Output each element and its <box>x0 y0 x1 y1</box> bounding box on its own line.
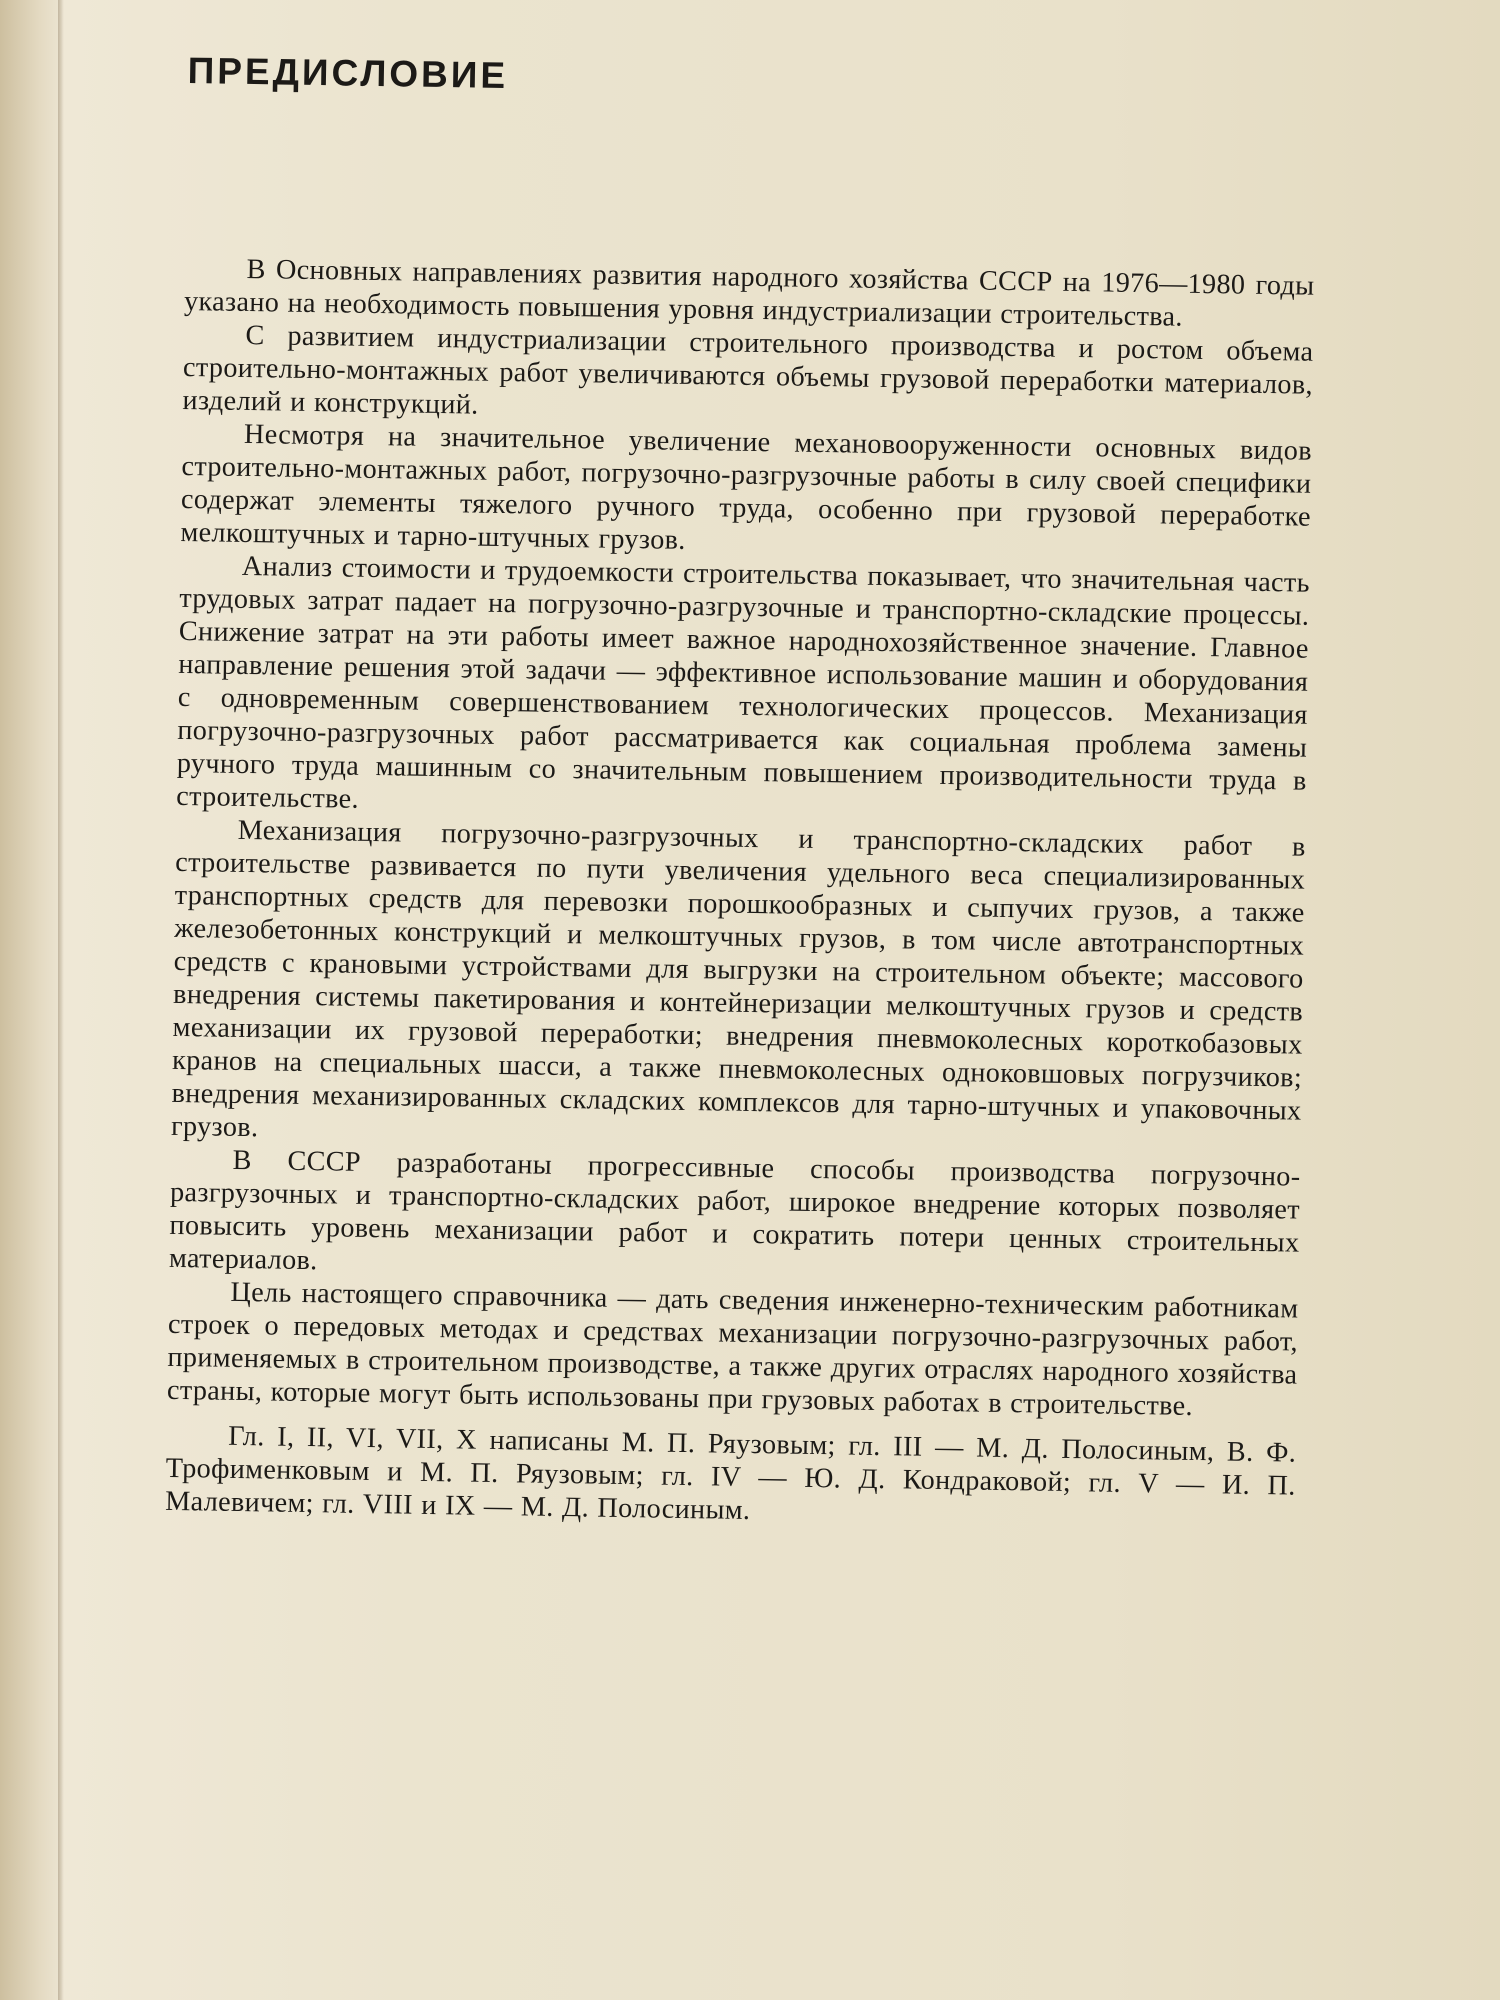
paragraph-2: С развитием индустриализации строительного производства и ростом объема строительно-монтажных работ увеличиваются объемы грузовой переработки материалов, изделий и конструкций. <box>182 319 1314 421</box>
left-page-edge <box>0 0 62 2000</box>
book-page <box>158 52 1347 1950</box>
paragraph-1: В Основных направлениях развития народного хозяйства СССР на 1976—1980 годы указано на необходимость повышения уровня индустриализации строительства. <box>183 253 1315 333</box>
paragraph-7: Цель настоящего справочника — дать сведения инженерно-техническим работникам строек о передовых методах и средствах механизации погрузочно-разгрузочных работ, применяемых в строительном производстве, а также других отраслях народного хозяйства страны, которые могут быть использованы при грузовых работах в строительстве. <box>166 1276 1299 1422</box>
paragraph-3: Несмотря на значительное увеличение механовооруженности основных видов строительно-монтажных работ, погрузочно-разгрузочные работы в силу своей специфики содержат элементы тяжелого ручного труда, особенно при грузовой переработке мелкоштучных и тарно-штучных грузов. <box>180 418 1313 556</box>
authors-credits: Гл. I, II, VI, VII, X написаны М. П. Ряузовым; гл. III — М. Д. Полосиным, В. Ф. Трофименковым и М. П. Ряузовым; гл. IV — Ю. Д. Кондраковой; гл. V — И. П. Малевичем; гл. VIII и IX — М. Д. Полосиным. <box>164 1420 1297 1527</box>
paragraph-6: В СССР разработаны прогрессивные способы производства погрузочно-разгрузочных и транспортно-складских работ, широкое внедрение которых позволяет повысить уровень механизации работ и сократить потери ценных строительных материалов. <box>168 1144 1301 1277</box>
page-heading: ПРЕДИСЛОВИЕ <box>187 50 509 97</box>
paragraph-4: Анализ стоимости и трудоемкости строительства показывает, что значительная часть трудовых затрат падает на погрузочно-разгрузочные и транспортно-складские процессы. Снижение затрат на эти работы имеет важное народнохозяйственное значение. Главное направление решения этой задачи — эффективное использование машин и оборудования с одновременным совершенствованием технологических процессов. Механизация погрузочно-разгрузочных работ рассматривается как социальная проблема замены ручного труда машинным со значительным повышением производительности труда в строительстве. <box>176 550 1311 815</box>
paragraph-5: Механизация погрузочно-разгрузочных и транспортно-складских работ в строительстве развивается по пути увеличения удельного веса специализированных транспортных средств для перевозки порошкообразных и сыпучих грузов, а также железобетонных конструкций и мелкоштучных грузов, в том числе автотранспортных средств с крановыми устройствами для выгрузки на строительном объекте; массового внедрения системы пакетирования и контейнеризации мелкоштучных грузов и средств механизации их грузовой переработки; внедрения пневмоколесных короткобазовых кранов на специальных шасси, а также пневмоколесных одноковшовых погрузчиков; внедрения механизированных складских комплексов для тарно-штучных и упаковочных грузов. <box>170 814 1306 1144</box>
page-body <box>165 252 1315 1536</box>
page-gutter-shadow <box>58 0 64 2000</box>
